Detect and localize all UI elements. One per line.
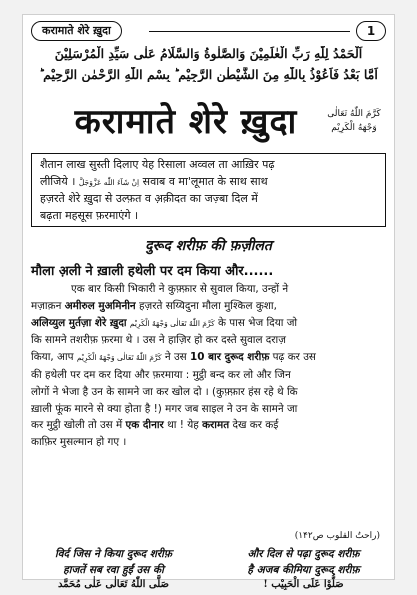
couplet-left-2: हाजतें सब रवा हुईं उस की <box>63 564 164 576</box>
couplet-left-1: विर्द जिस ने किया दुरूद शरीफ़ <box>55 548 172 560</box>
note-line-4: बढ़ता महसूस फ़रमाएंगे । <box>40 208 139 222</box>
couplet-right-1: और दिल से पढ़ा दुरूद शरीफ़ <box>247 548 360 560</box>
sub-heading: मौला अ़ली ने ख़ाली हथेली पर दम किया और...... <box>31 264 274 279</box>
boxed-note <box>31 153 386 227</box>
running-title: करामाते शेरे ख़ुदा <box>31 21 122 41</box>
header-rule <box>149 31 350 32</box>
note-line-2 <box>40 174 377 192</box>
source-reference: (راحتُ القلوب ص۱۴۲) <box>294 531 380 541</box>
note-line-3: हज़रते शेरे ख़ुदा से उल्फ़त व अ़क़ीदत का जज़्बा दिल में <box>40 192 258 205</box>
body-line: कर मुट्ठी खोली तो उस में एक दीनार था ! येह करामत देख कर कई <box>31 419 279 432</box>
couplet-footer-left: صَلَّی اللّٰهُ تَعَالٰی عَلٰی مُحَمَّد <box>57 579 170 590</box>
body-line: किया, आप كَرَّمَ اللّٰهُ تَعَالٰى وَجْهَهُ الْكَرِيْم ने उस 10 बार दुरूद शरीफ़ पढ़ कर उस <box>31 351 316 364</box>
body-line: मज़ाक़न अमीरुल मुअमिनीन हज़रते सय्यिदुना मौला मुश्किल कुशा, <box>31 299 277 312</box>
body-line: की हथेली पर दम कर दिया और फ़रमाया : मुट्ठी बन्द कर लो और जिन <box>31 368 291 381</box>
title-row <box>31 97 386 149</box>
running-header <box>31 21 386 41</box>
note-line-2-end: सवाब व मा'लूमात के साथ साथ <box>142 174 268 188</box>
arabic-opening-line-2: اَمَّا بَعْدُ فَاَعُوْذُ بِاللّٰهِ مِنَ الشَّیْطٰنِ الرَّجِیْمِ ؕ بِسْمِ اللّٰهِ الرَّحْمٰنِ الرَّحِیْمِ ؕ <box>39 67 378 82</box>
body-line: लोगों ने भेजा है उन के सामने जा कर खोल दो । (कुफ़्फ़ार हंस रहे थे कि <box>31 385 298 398</box>
note-line-1: शैतान लाख सुस्ती दिलाए येह रिसाला अव्वल ता आख़िर पढ़ <box>40 158 275 171</box>
body-paragraph <box>31 281 386 451</box>
document-page <box>22 14 395 590</box>
body-line: ख़ाली फूंक मारने से क्या होता है !) मगर जब साइल ने उन के सामने जा <box>31 402 298 415</box>
body-line: कि सामने तशरीफ़ फ़रमा थे । उस ने हाज़िर हो कर दस्ते सुवाल दराज़ <box>31 334 286 347</box>
couplet-footer-right: صَلُّوْا عَلَى الْحَبِيْب ! <box>263 579 344 590</box>
note-line-2-start: लीजिये । <box>40 174 76 188</box>
body-line: एक बार किसी भिकारी ने कुफ़्फ़ार से सुवाल किया, उन्हों ने <box>71 283 289 295</box>
page-number: 1 <box>356 21 386 41</box>
section-heading: दुरूद शरीफ़ की फ़ज़ीलत <box>145 238 272 254</box>
couplet-right-2: है अजब कीमिया दुरूद शरीफ़ <box>247 564 360 576</box>
title-honorific: كَرَّمَ اللّٰهُ تَعَالٰى وَجْهَهُ الْكَرِيْم <box>327 109 381 133</box>
body-line: अलिय्युल मुर्तज़ा शेरे ख़ुदा كَرَّمَ اللّٰهُ تَعَالٰى وَجْهَهُ الْكَرِيْم के पास भेज दिया जो <box>31 316 298 329</box>
body-line: काफ़िर मुसल्मान हो गए । <box>31 436 127 449</box>
main-title: करामाते शेरे ख़ुदा <box>74 102 298 142</box>
note-arabic-phrase: اِنْ شَآءَ اللّٰه عَزَّوَجَلَّ <box>78 177 140 187</box>
arabic-opening-line-1: اَلْحَمْدُ لِلّٰهِ رَبِّ الْعٰلَمِیْنَ وَالصَّلٰوةُ وَالسَّلَامُ عَلٰی سَیِّدِ الْمُرْسَلِیْنَ <box>54 46 363 61</box>
